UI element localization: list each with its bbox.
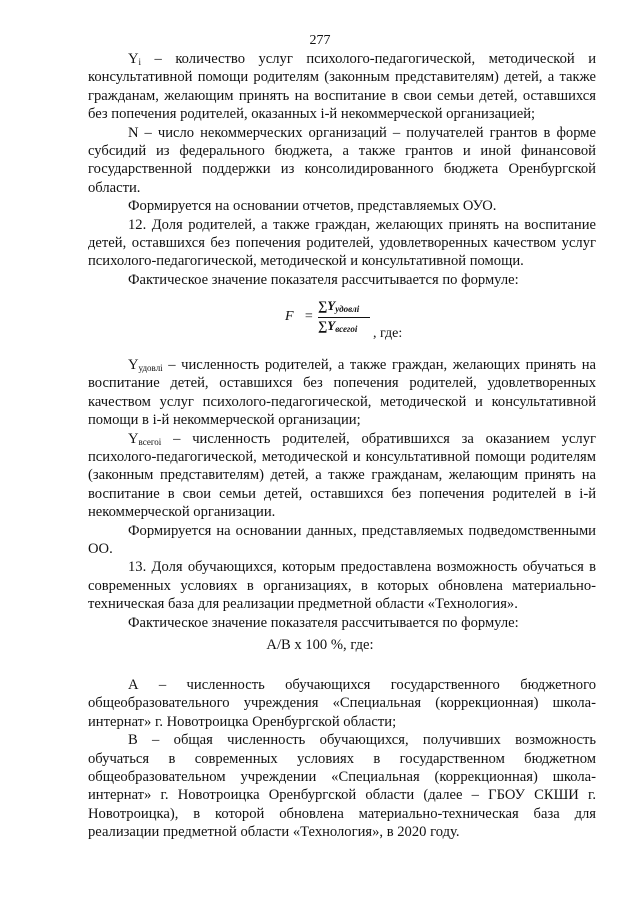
n-definition: N – число некоммерческих организаций – получателей грантов в форме субсидий из федерального бюджета, а также грантов и иной финансовой государственной поддержки из консолидированного бюджета Оренбургской области. <box>88 124 596 196</box>
b-definition: В – общая численность обучающихся, получивших возможность обучаться в современных условиях в государственном бюджетном общеобразовательном учреждении «Специальная (коррекционная) школа-интернат» г. Новотроицка Оренбургской области (далее – ГБОУ СКШИ г. Новотроицка), в которой обновлена материально-техническая база для реализации предметной области «Технология», в 2020 году. <box>88 732 596 841</box>
yi-text: – количество услуг психолого-педагогической, методической и консультативной помощи родителям (законным представителям) детей, а также гражданам, желающим принять на воспитание в свои семьи детей, оставшихся без попечения родителей, оказанных i-й некоммерческой организацией; <box>88 51 596 123</box>
formed-ouo: Формируется на основании отчетов, представляемых ОУО. <box>128 198 497 215</box>
formula-1-lhs: F <box>285 309 294 324</box>
text-block-2 <box>88 356 596 632</box>
text-block-1 <box>88 50 596 289</box>
page-number: 277 <box>309 33 331 48</box>
formula-1-eq: = <box>304 309 314 324</box>
calc-intro-2: Фактическое значение показателя рассчитывается по формуле: <box>128 614 519 631</box>
yi-subscript: i <box>138 57 142 67</box>
formula-1-numerator: $\sum Y_{удовлi}$ <box>318 298 360 314</box>
formula-2: А/В х 100 %, где: <box>266 637 374 653</box>
calc-intro-1: Фактическое значение показателя рассчитывается по формуле: <box>128 271 519 288</box>
yvs-definition: $Y_{всегоi}$ – численность родителей, обратившихся за оказанием услуг психолого-педагогической, методической и консультативной помощи родителям (законным представителям) детей, а также гражданам, желающим принять на воспитание в свои семьи детей, оставшихся без попечения родителей в i-й некоммерческой организации. <box>88 430 596 521</box>
item-13: 13. Доля обучающихся, которым предоставлена возможность обучаться в современных условиях в организациях, в которых обновлена материально-техническая база для реализации предметной области «Технология». <box>88 559 596 613</box>
yi-definition <box>88 50 596 124</box>
formula-1-suffix: , где: <box>373 326 403 341</box>
formed-oo: Формируется на основании данных, представляемых подведомственными ОО. <box>88 522 596 558</box>
yi-symbol: Y <box>128 51 139 67</box>
formula-1-denominator: $\sum Y_{всегоi}$ <box>318 318 358 334</box>
a-definition: А – численность обучающихся государственного бюджетного общеобразовательного учреждения «Специальная (коррекционная) школа-интернат» г. Новотроицка Оренбургской области; <box>88 677 596 730</box>
formula-1 <box>0 298 640 348</box>
yud-definition: $Y_{удовлi}$ – численность родителей, а также граждан, желающих принять на воспитание детей, оставшихся без попечения родителей, удовлетворенных качеством услуг психолого-педагогической, методической и консультативной помощи в i-й некоммерческой организации; <box>88 357 596 429</box>
text-block-3 <box>88 676 596 842</box>
item-12: 12. Доля родителей, а также граждан, желающих принять на воспитание детей, оставшихся без попечения родителей, удовлетворенных качеством услуг психолого-педагогической, методической и консультативной помощи. <box>88 216 596 270</box>
